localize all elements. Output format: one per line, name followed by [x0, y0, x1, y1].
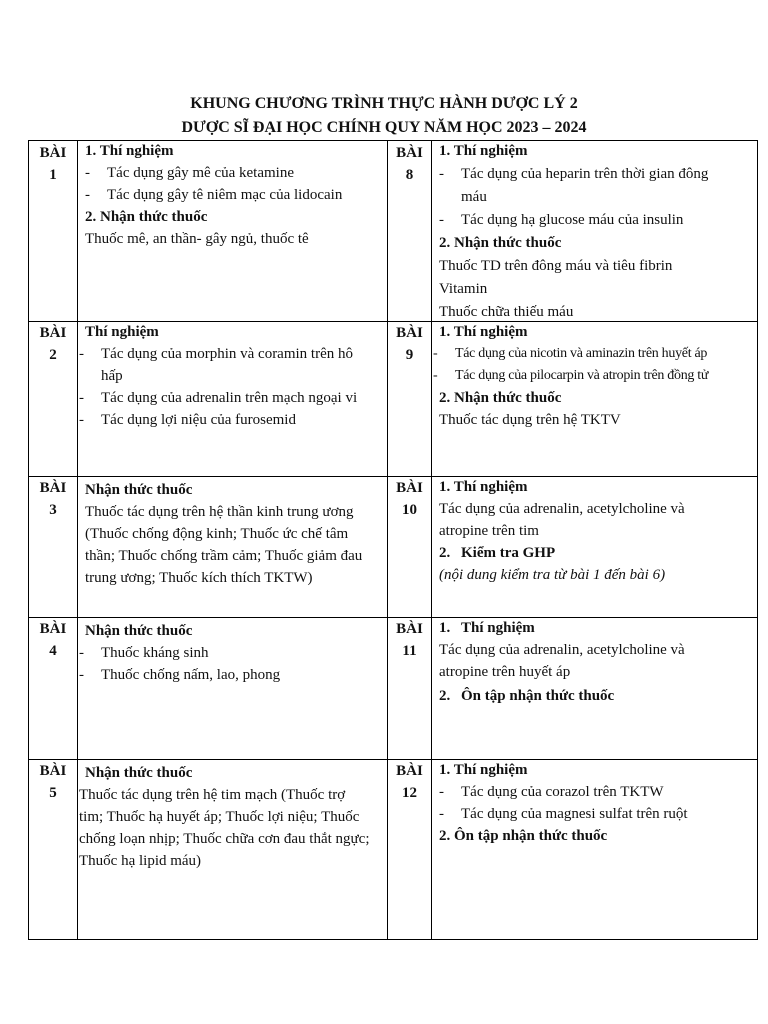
- heading-number: 1.: [439, 620, 451, 636]
- paragraph: Thuốc mê, an thần- gây ngủ, thuốc tê: [85, 231, 309, 247]
- list-item: [79, 642, 379, 664]
- table-divider: [431, 140, 432, 940]
- list-item: [439, 163, 751, 209]
- lesson-number: [29, 322, 77, 366]
- list-item-text: Tác dụng của magnesi sulfat trên ruột: [461, 806, 688, 822]
- bullet: -: [439, 784, 444, 800]
- list-item-text: Thuốc kháng sinh: [101, 645, 209, 661]
- lesson-content: [439, 617, 735, 707]
- list-item-text: Tác dụng của nicotin và aminazin trên huyết áp: [455, 346, 708, 361]
- paragraph: Thuốc TD trên đông máu và tiêu fibrin: [439, 258, 673, 274]
- lesson-label: BÀI: [396, 145, 423, 161]
- heading-text: Kiểm tra GHP: [461, 545, 556, 561]
- document-subtitle: DƯỢC SĨ ĐẠI HỌC CHÍNH QUY NĂM HỌC 2023 – 2024: [181, 119, 587, 136]
- list-item: [433, 365, 755, 387]
- section-heading: 1. Thí nghiệm: [439, 324, 528, 340]
- heading-text: Thí nghiệm: [461, 620, 535, 636]
- lesson-label: BÀI: [396, 325, 423, 341]
- bullet: -: [439, 806, 444, 822]
- lesson-num: 9: [405, 347, 414, 363]
- table-divider: [387, 140, 388, 940]
- lesson-label: BÀI: [396, 480, 423, 496]
- list-item-text: Tác dụng của adrenalin trên mạch ngoại vi: [101, 390, 358, 406]
- list-item: [85, 184, 383, 206]
- section-heading: 2. Ôn tập nhận thức thuốc: [439, 828, 608, 844]
- lesson-number: [388, 477, 431, 521]
- note: (nội dung kiểm tra từ bài 1 đến bài 6): [439, 567, 666, 583]
- section-heading: Nhận thức thuốc: [85, 482, 193, 498]
- bullet: -: [433, 368, 438, 383]
- paragraph: Thuốc tác dụng trên hệ tim mạch (Thuốc trợ tim; Thuốc hạ huyết áp; Thuốc lợi niệu; Thuốc chống loạn nhịp; Thuốc chữa cơn đau thắt ngực; Thuốc hạ lipid máu): [79, 787, 370, 869]
- list-item-text: Tác dụng của pilocarpin và atropin trên đồng tử: [455, 368, 709, 383]
- lesson-num: 3: [49, 502, 57, 518]
- lesson-number: [29, 142, 77, 186]
- lesson-content: [433, 321, 755, 431]
- list-item: [439, 803, 751, 825]
- paragraph: Thuốc tác dụng trên hệ TKTV: [439, 412, 621, 428]
- bullet: -: [85, 187, 90, 203]
- paragraph: Thuốc tác dụng trên hệ thần kinh trung ương (Thuốc chống động kinh; Thuốc ức chế tâm thần; Thuốc chống trầm cảm; Thuốc giảm đau trung ương; Thuốc kích thích TKTW): [85, 504, 363, 586]
- lesson-label: BÀI: [39, 145, 67, 161]
- paragraph: Tác dụng của adrenalin, acetylcholine và atropine trên huyết áp: [439, 642, 685, 680]
- list-item: [439, 209, 751, 232]
- document-title: KHUNG CHƯƠNG TRÌNH THỰC HÀNH DƯỢC LÝ 2: [190, 95, 578, 112]
- section-heading: 1. Thí nghiệm: [439, 762, 528, 778]
- table-border-right: [757, 140, 758, 940]
- section-heading: 1. Thí nghiệm: [439, 479, 528, 495]
- lesson-label: BÀI: [39, 621, 67, 637]
- lesson-number: [388, 322, 431, 366]
- list-item: [433, 343, 755, 365]
- lesson-num: 2: [49, 347, 57, 363]
- lesson-content: [79, 321, 382, 431]
- lesson-content: [79, 762, 371, 872]
- section-heading: [439, 685, 735, 707]
- lesson-label: BÀI: [39, 480, 67, 496]
- lesson-num: 1: [49, 167, 57, 183]
- bullet: -: [439, 166, 444, 182]
- lesson-number: [388, 618, 431, 662]
- lesson-number: [29, 618, 77, 662]
- list-item-text: Tác dụng gây mê của ketamine: [107, 165, 295, 181]
- heading-number: 2.: [439, 688, 451, 704]
- section-heading: [439, 542, 735, 564]
- section-heading: 1. Thí nghiệm: [439, 143, 528, 159]
- lesson-num: 10: [402, 502, 417, 518]
- lesson-num: 8: [405, 167, 414, 183]
- table-border-bottom: [28, 939, 758, 940]
- list-item-text: Thuốc chống nấm, lao, phong: [101, 667, 281, 683]
- lesson-content: [85, 140, 383, 250]
- list-item: [79, 387, 382, 409]
- lesson-content: [85, 479, 365, 589]
- lesson-num: 4: [49, 643, 57, 659]
- heading-number: 2.: [439, 545, 451, 561]
- bullet: -: [79, 346, 84, 362]
- lesson-num: 12: [402, 785, 417, 801]
- lesson-num: 5: [49, 785, 57, 801]
- bullet: -: [79, 412, 84, 428]
- lesson-label: BÀI: [39, 325, 67, 341]
- section-heading: 2. Nhận thức thuốc: [85, 209, 208, 225]
- bullet: -: [439, 212, 444, 228]
- section-heading: 2. Nhận thức thuốc: [439, 390, 562, 406]
- lesson-number: [388, 760, 431, 804]
- list-item-text: Tác dụng hạ glucose máu của insulin: [461, 212, 684, 228]
- section-heading: 2. Nhận thức thuốc: [439, 235, 562, 251]
- list-item-text: Tác dụng của corazol trên TKTW: [461, 784, 664, 800]
- lesson-num: 11: [402, 643, 417, 659]
- lesson-number: [388, 142, 431, 186]
- table-border-left: [28, 140, 29, 940]
- list-item: [79, 664, 379, 686]
- lesson-label: BÀI: [396, 763, 423, 779]
- section-heading: 1. Thí nghiệm: [85, 143, 174, 159]
- list-item-text: Tác dụng lợi niệu của furosemid: [101, 412, 296, 428]
- lesson-label: BÀI: [39, 763, 67, 779]
- section-heading: Nhận thức thuốc: [85, 765, 193, 781]
- paragraph: Thuốc chữa thiếu máu: [439, 304, 574, 320]
- section-heading: [439, 617, 735, 639]
- lesson-content: [439, 759, 751, 847]
- list-item-text: Tác dụng gây tê niêm mạc của lidocain: [107, 187, 343, 203]
- list-item: [439, 781, 751, 803]
- section-heading: Nhận thức thuốc: [85, 623, 193, 639]
- lesson-content: [79, 620, 379, 686]
- heading-text: Ôn tập nhận thức thuốc: [461, 688, 615, 704]
- list-item: [79, 409, 382, 431]
- bullet: -: [79, 667, 84, 683]
- bullet: -: [79, 645, 84, 661]
- list-item: [79, 343, 382, 387]
- section-heading: Thí nghiệm: [85, 324, 159, 340]
- paragraph: Vitamin: [439, 281, 488, 297]
- bullet: -: [85, 165, 90, 181]
- bullet: -: [79, 390, 84, 406]
- list-item: [85, 162, 383, 184]
- table-divider: [77, 140, 78, 940]
- paragraph: Tác dụng của adrenalin, acetylcholine và atropine trên tim: [439, 501, 685, 539]
- lesson-label: BÀI: [396, 621, 423, 637]
- lesson-number: [29, 477, 77, 521]
- lesson-number: [29, 760, 77, 804]
- lesson-content: [439, 140, 751, 324]
- list-item-text: Tác dụng của morphin và coramin trên hô hấp: [101, 346, 353, 384]
- bullet: -: [433, 346, 438, 361]
- lesson-content: [439, 476, 735, 586]
- list-item-text: Tác dụng của heparin trên thời gian đông máu: [461, 166, 709, 205]
